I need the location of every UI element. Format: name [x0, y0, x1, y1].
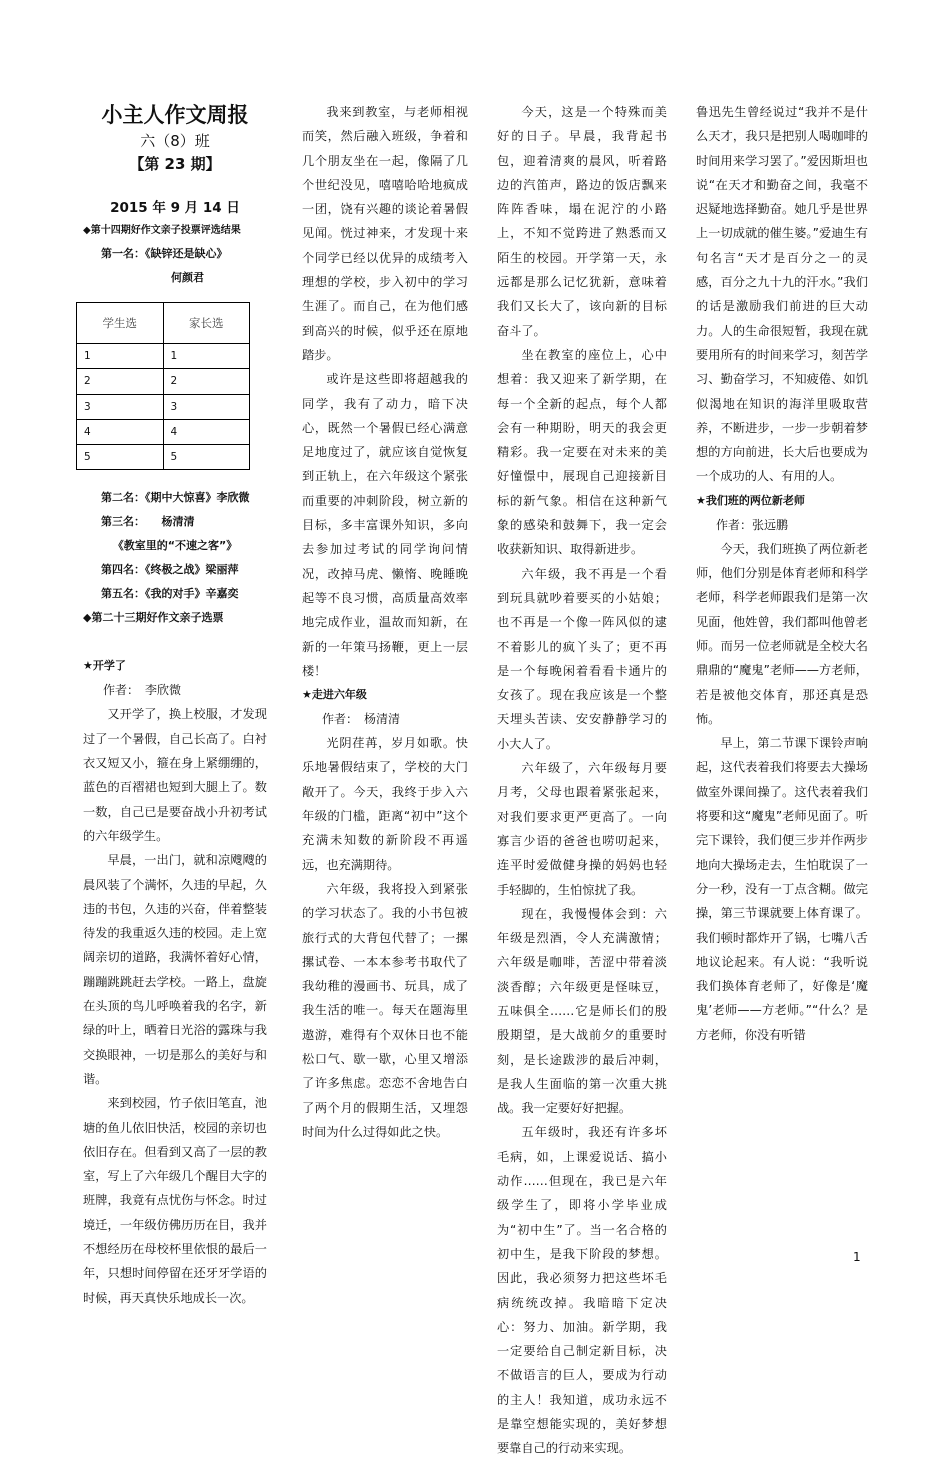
column-1 — [83, 100, 267, 1310]
vote-table — [76, 302, 250, 470]
page-number: 1 — [853, 1250, 861, 1264]
cell-parent: 2 — [163, 369, 250, 394]
article2-para-5: 六年级，我不再是一个看到玩具就吵着要买的小姑娘；也不再是一个像一阵风似的逮不着影儿的疯丫头了；更不再是一个每晚闲着看看卡通片的女孩了。现在我应该是一个整天埋头苦读、安安静静学习的小大人了。 — [497, 566, 667, 751]
article1-para-4: 我来到教室，与老师相视而笑，然后融入班级，争着和几个朋友坐在一起，像隔了几个世纪没见，嘻嘻哈哈地疯成一团，饶有兴趣的谈论着暑假见闻。恍过神来，才发现十来个同学已经以优异的成绩考入理想的学校，步入初中的学习生涯了。而自己，在为他们感到高兴的时候，似乎还在原地踏步。 — [302, 105, 468, 362]
article2-para-8: 五年级时，我还有许多坏毛病，如，上课爱说话、搞小动作……但现在，我已是六年级学生了，即将小学毕业成为“初中生”了。当一名合格的初中生，是我下阶段的梦想。因此，我必须努力把这些坏毛病统统改掉。我暗暗下定决心：努力、加油。新学期，我一定要给自己制定新目标，决不做语言的巨人，要成为行动的主人！我知道，成功永远不是靠空想能实现的，美好梦想要靠自己的行动来实现。 — [497, 1125, 667, 1456]
cell-student: 1 — [77, 344, 164, 369]
cell-parent: 3 — [163, 394, 250, 419]
rank-third: 第三名： 杨清清 — [101, 515, 195, 529]
cell-student: 2 — [77, 369, 164, 394]
cell-student: 5 — [77, 445, 164, 470]
publish-date: 2015 年 9 月 14 日 — [110, 200, 240, 216]
article3-author: 作者：张远鹏 — [716, 517, 789, 532]
article3-para-2: 早上，第二节课下课铃声响起，这代表着我们将要去大操场做室外课间操了。这代表着我们将要和这“魔鬼”老师见面了。听完下课铃，我们便三步并作两步地向大操场走去，生怕耽误了一分一秒，没有一丁点含糊。做完操，第三节课就要上体育课了。我们顿时都炸开了锅，七嘴八舌地议论起来。有人说：“我听说我们换体育老师了，好像是‘魔鬼’老师——方老师。”“什么？是方老师，你没有听错 — [696, 736, 868, 1042]
article1-para-1: 又开学了，换上校服，才发现过了一个暑假，自己长高了。白衬衣又短又小，箍在身上紧绷绷的，蓝色的百褶裙也短到大腿上了。数一数，自己已是要奋战小升初考试的六年级学生。 — [83, 707, 267, 843]
article2-para-4: 坐在教室的座位上，心中想着：我又迎来了新学期，在每一个全新的起点，每个人都会有一种期盼，明天的我会更精彩。我一定要在对未来的美好憧憬中，展现自己迎接新目标的新气象。相信在这种新气象的感染和鼓舞下，我一定会收获新知识、取得新进步。 — [497, 347, 667, 557]
table-row — [77, 445, 250, 470]
vote-table-header — [77, 303, 250, 344]
table-row — [77, 344, 250, 369]
cell-parent: 4 — [163, 419, 250, 444]
header-parent: 家长选 — [163, 303, 250, 344]
article1-para-3: 来到校园，竹子依旧笔直，池塘的鱼儿依旧快活，校园的亲切也依旧存在。但看到又高了一层的教室，写上了六年级几个醒目大字的班牌，我竟有点忧伤与怀念。时过境迁，一年级仿佛历历在目，我并不想经历在母校杯里依恨的最后一年，只想时间停留在还牙牙学语的时候，再天真快乐地成长一次。 — [83, 1096, 267, 1305]
issue-number: 【第 23 期】 — [129, 155, 221, 173]
article2-para-3: 今天，这是一个特殊而美好的日子。早晨，我背起书包，迎着清爽的晨风，听着路边的汽笛声，路边的饭店飘来阵阵香味，塌在泥泞的小路上，不知不觉跨进了熟悉而又陌生的校园。开学第一天，永远都是那么记忆犹新，意味着我们又长大了，该向新的目标奋斗了。 — [497, 105, 667, 338]
article1-author: 作者： 李欣微 — [103, 683, 182, 698]
article1-para-2: 早晨，一出门，就和凉飕飕的晨风装了个满怀，久违的早起，久违的书包，久违的兴奋，伴着整装待发的我重返久违的校园。走上宽阔亲切的道路，我满怀着好心情，蹦蹦跳跳赶去学校。一路上，盘旋在头顶的鸟儿呼唤着我的名字，新绿的叶上，晒着日光浴的露珠与我交换眼神，一切是那么的美好与和谐。 — [83, 853, 267, 1086]
article2-author: 作者： 杨清清 — [322, 712, 401, 727]
article2-para-7: 现在，我慢慢体会到：六年级是烈酒，令人充满激情；六年级是咖啡，苦涩中带着淡淡香醇；六年级更是怪味豆，五味俱全……它是师长们的殷殷期望，是大战前夕的重要时刻，是长途跋涉的最后冲刺，是我人生面临的第一次重大挑战。我一定要好好把握。 — [497, 906, 667, 1116]
rank-first-author: 何颜君 — [171, 271, 204, 284]
article2-para-1: 光阴荏苒，岁月如歌。快乐地暑假结束了，学校的大门敞开了。今天，我终于步入六年级的门槛，距离“初中”这个充满未知数的新阶段不再遥远，也充满期待。 — [302, 736, 468, 872]
article3-title: ★我们班的两位新老师 — [696, 493, 805, 507]
cell-parent: 1 — [163, 344, 250, 369]
newsletter-title: 小主人作文周报 — [101, 103, 249, 127]
article1-title: ★开学了 — [83, 659, 126, 673]
table-row — [77, 369, 250, 394]
column-2 — [302, 100, 468, 1144]
rank-fifth: 第五名：《我的对手》辛嘉奕 — [101, 587, 239, 601]
vote-results-heading: ◆第十四期好作文亲子投票评选结果 — [83, 225, 241, 236]
article2-title: ★走进六年级 — [302, 688, 367, 702]
article2-para-6: 六年级了，六年级每月要月考，父母也跟着紧张起来，对我们要求更严更高了。一向寡言少语的爸爸也唠叨起来，连平时爱做健身操的妈妈也轻手轻脚的，生怕惊扰了我。 — [497, 761, 667, 897]
rank-first: 第一名：《缺锌还是缺心》 — [101, 247, 228, 260]
article2-para-2: 六年级，我将投入到紧张的学习状态了。我的小书包被旅行式的大背包代替了；一摞摞试卷、一本本参考书取代了我幼稚的漫画书、玩具，成了我生活的唯一。每天在题海里遨游，难得有个双休日也不能松口气、歇一歇，心里又增添了许多焦虑。恋恋不舍地告白了两个月的假期生活，又埋怨时间为什么过得如此之快。 — [302, 881, 468, 1139]
rank-third-title: 《教室里的“不速之客”》 — [112, 539, 238, 553]
cell-student: 4 — [77, 419, 164, 444]
cell-parent: 5 — [163, 445, 250, 470]
table-row — [77, 419, 250, 444]
cell-student: 3 — [77, 394, 164, 419]
rank-fourth: 第四名：《终极之战》梁丽萍 — [101, 563, 239, 577]
class-name: 六（8）班 — [140, 132, 210, 150]
table-row — [77, 394, 250, 419]
article2-para-9: 鲁迅先生曾经说过“我并不是什么天才，我只是把别人喝咖啡的时间用来学习罢了。”爱因斯坦也说“在天才和勤奋之间，我毫不迟疑地选择勤奋。她几乎是世界上一切成就的催生婆。”爱迪生有句名言“天才是百分之一的灵感，百分之九十九的汗水。”我们的话是激励我们前进的巨大动力。人的生命很短暂，我现在就要用所有的时间来学习，刻苦学习、勤奋学习，不知疲倦、如饥似渴地在知识的海洋里吸取营养，不断进步，一步一步朝着梦想的方向前进，长大后也要成为一个成功的人、有用的人。 — [696, 105, 868, 484]
ballot-heading: ◆第二十三期好作文亲子选票 — [83, 611, 224, 625]
rank-second: 第二名：《期中大惊喜》李欣微 — [101, 491, 250, 505]
article3-para-1: 今天，我们班换了两位新老师，他们分别是体育老师和科学老师，科学老师跟我们是第一次见面，他姓曾，我们都叫他曾老师。而另一位老师就是全校大名鼎鼎的“魔鬼”老师——方老师，若是被他交体育，那还真是恐怖。 — [696, 541, 868, 726]
column-4 — [696, 100, 868, 1047]
article1-para-5: 或许是这些即将超越我的同学，我有了动力，暗下决心，既然一个暑假已经心满意足地度过了，就应该自觉恢复到正轨上，在六年级这个紧张而重要的冲刺阶段，树立新的目标，多丰富课外知识，多向去参加过考试的同学询问情况，改掉马虎、懒惰、晚睡晚起等不良习惯，高质量高效率地完成作业，温故而知新，在新的一年策马扬鞭，更上一层楼！ — [302, 372, 468, 678]
header-student: 学生选 — [77, 303, 164, 344]
column-3 — [497, 100, 667, 1461]
